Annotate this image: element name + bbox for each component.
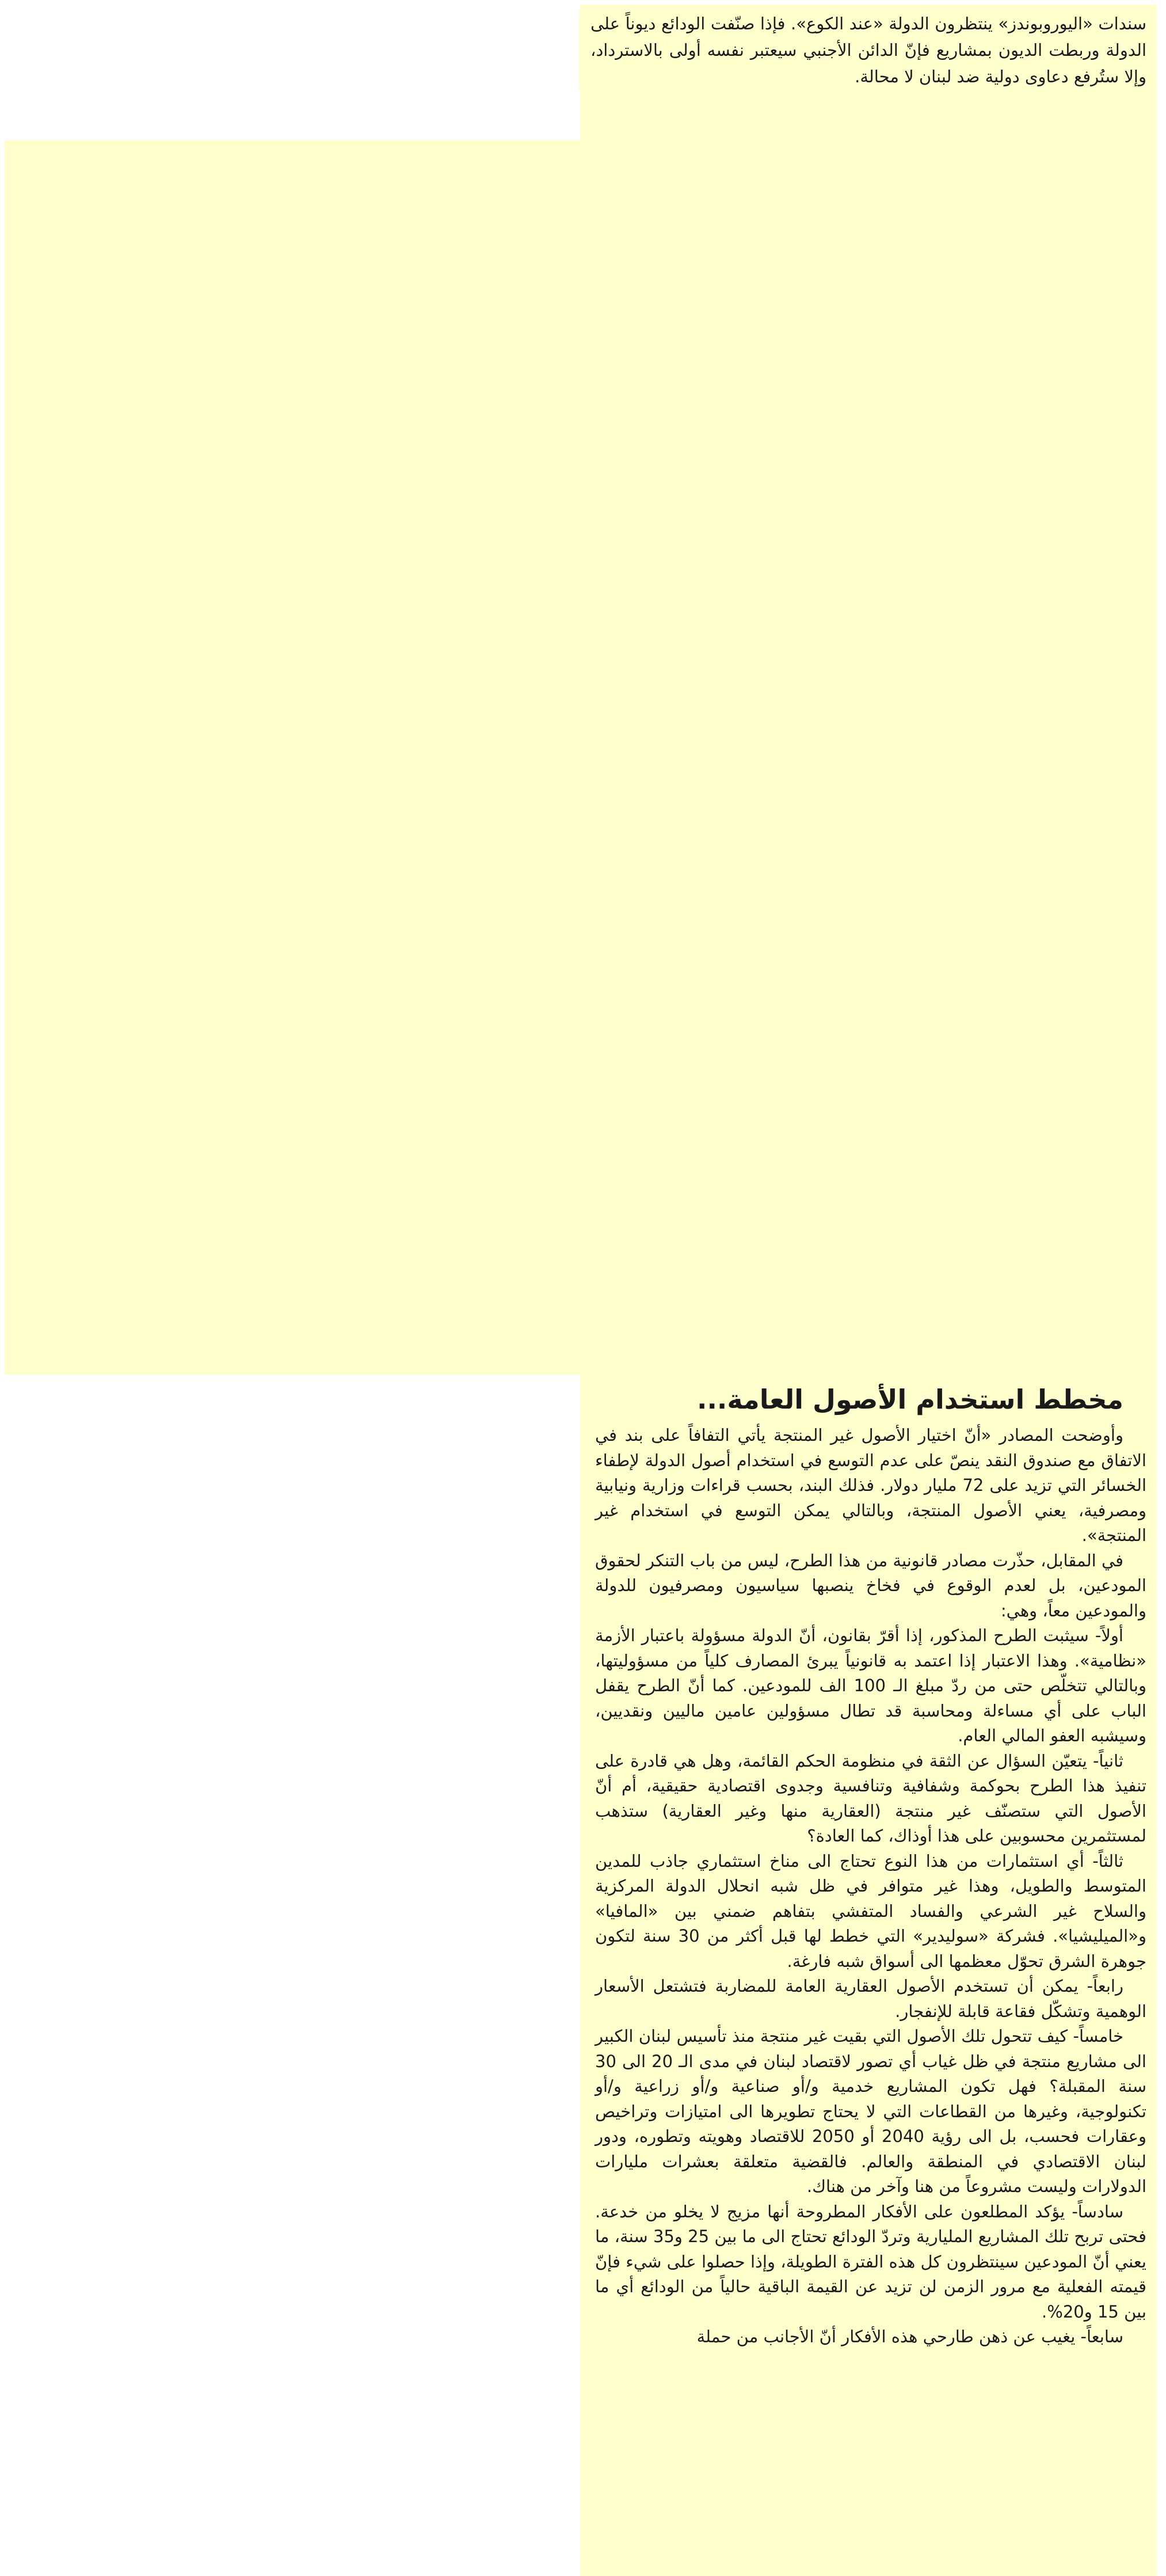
article-paragraph: ثانياً- يتعيّن السؤال عن الثقة في منظومة الحكم القائمة، وهل هي قادرة على تنفيذ هذا الطرح بحوكمة وشفافية وتنافسية وجدوى اقتصادية حقيقية، أم أنّ الأصول التي ستصنّف غير منتجة (العقارية منها وغير العقارية) ستذهب لمستثمرين محسوبين على هذا أوذاك، كما العادة؟ — [595, 1751, 1146, 1846]
top-paragraph: سندات «اليوروبوندز» ينتظرون الدولة «عند الكوع». فإذا صنّفت الودائع ديوناً على الدولة وربطت الديون بمشاريع فإنّ الدائن الأجنبي سيعتبر نفسه أولى بالاسترداد، وإلا ستُرفع دعاوى دولية ضد لبنان لا محالة. — [590, 14, 1146, 86]
main-article-clipping — [580, 1375, 1157, 2576]
article-paragraph: سادساً- يؤكد المطلعون على الأفكار المطروحة أنها مزيج لا يخلو من خدعة. فحتى تربح تلك المشاريع المليارية وتردّ الودائع تحتاج الى ما بين 25 و35 سنة، ما يعني أنّ المودعين سينتظرون كل هذه الفترة الطويلة، وإذا حصلوا على شيء فإنّ قيمته الفعلية مع مرور الزمن لن تزيد عن القيمة الباقية حالياً من الودائع أي ما بين 15 و20%. — [595, 2201, 1146, 2322]
article-paragraph: في المقابل، حذّرت مصادر قانونية من هذا الطرح، ليس من باب التنكر لحقوق المودعين، بل لعدم الوقوع في فخاخ ينصبها سياسيون ومصرفيون للدولة والمودعين معاً، وهي: — [595, 1550, 1146, 1620]
article-paragraph: أولاً- سيثبت الطرح المذكور، إذا أقرّ بقانون، أنّ الدولة مسؤولة باعتبار الأزمة «نظامية». وهذا الاعتبار إذا اعتمد به قانونياً يبرئ المصارف كلياً من مسؤوليتها، وبالتالي تتخلّص حتى من ردّ مبلغ الـ 100 الف للمودعين. كما أنّ الطرح يقفل الباب على أي مساءلة ومحاسبة قد تطال مسؤولين عامين ماليين ونقديين، وسيشبه العفو المالي العام. — [595, 1626, 1146, 1745]
top-article-clipping — [5, 5, 1157, 1375]
article-paragraph: ثالثاً- أي استثمارات من هذا النوع تحتاج الى مناخ استثماري جاذب للمدين المتوسط والطويل، وهذا غير متوافر في ظل شبه انحلال الدولة المركزية والسلاح غير الشرعي والفساد المتفشي بتفاهم ضمني بين «المافيا» و«الميليشيا». فشركة «سوليدير» التي خطط لها قبل أكثر من 30 سنة لتكون جوهرة الشرق تحوّل معظمها الى أسواق شبه فارغة. — [595, 1851, 1146, 1971]
article-title: مخطط استخدام الأصول العامة... — [696, 1384, 1123, 1415]
clipping-notch — [5, 5, 580, 140]
top-text-block — [579, 10, 1154, 90]
article-paragraph: خامساً- كيف تتحول تلك الأصول التي بقيت غير منتجة منذ تأسيس لبنان الكبير الى مشاريع منتجة في ظل غياب أي تصور لاقتصاد لبنان في مدى الـ 20 الى 30 سنة المقبلة؟ فهل تكون المشاريع خدمية و/أو صناعية و/أو زراعية و/أو تكنولوجية، وغيرها من القطاعات التي لا يحتاج تطويرها الى امتيازات وتراخيص وعقارات فحسب، بل الى رؤية 2040 أو 2050 للاقتصاد وهويته وتطوره، ودور لبنان الاقتصادي في المنطقة والعالم. فالقضية متعلقة بعشرات مليارات الدولارات وليست مشروعاً من هنا وآخر من هناك. — [595, 2026, 1146, 2196]
article-paragraph: سابعاً- يغيب عن ذهن طارحي هذه الأفكار أنّ الأجانب من حملة — [696, 2327, 1123, 2346]
article-paragraph: وأوضحت المصادر «أنّ اختيار الأصول غير المنتجة يأتي التفافاً على بند في الاتفاق مع صندوق النقد ينصّ على عدم التوسع في استخدام أصول الدولة لإطفاء الخسائر التي تزيد على 72 مليار دولار. فذلك البند، بحسب قراءات وزارية ونيابية ومصرفية، يعني الأصول المنتجة، وبالتالي يمكن التوسع في استخدام غير المنتجة». — [595, 1425, 1146, 1545]
article-paragraph: رابعاً- يمكن أن تستخدم الأصول العقارية العامة للمضاربة فتشتعل الأسعار الوهمية وتشكّل فقاعة قابلة للإنفجار. — [595, 1976, 1146, 2021]
